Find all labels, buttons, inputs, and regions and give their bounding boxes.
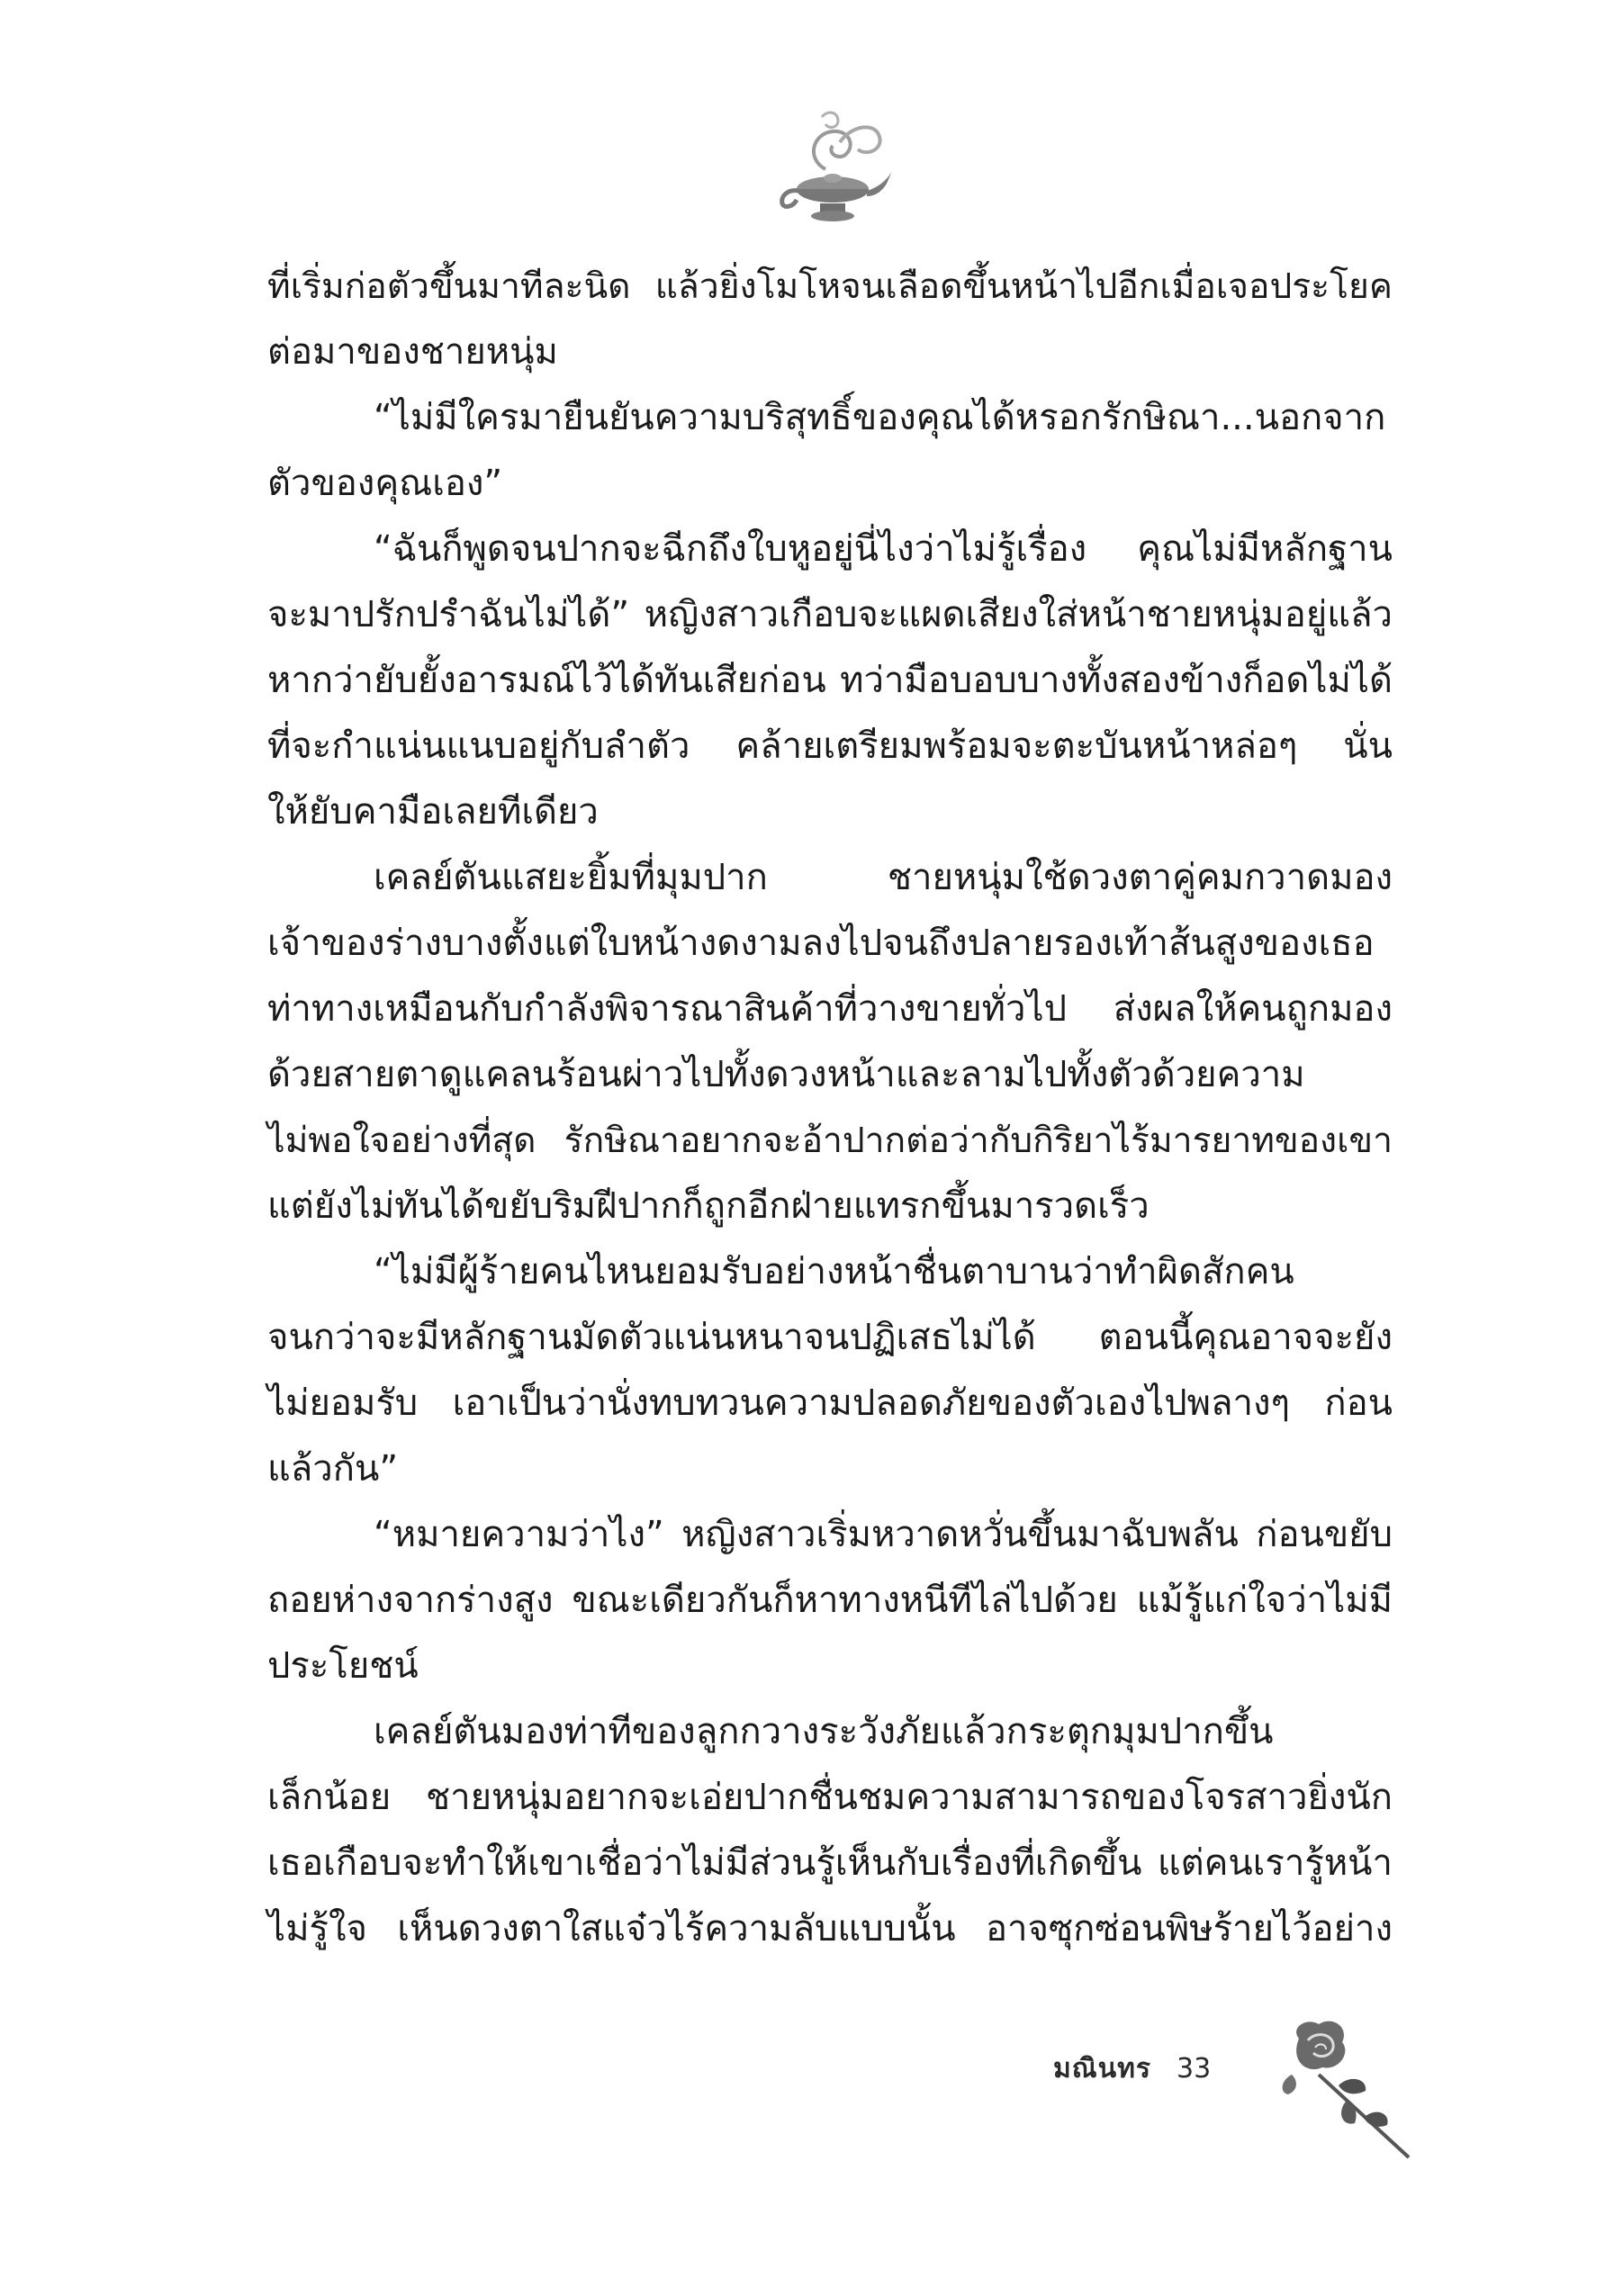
text-line: “หมายความว่าไง” หญิงสาวเริ่มหวาดหวั่นขึ้นมาฉับพลัน ก่อนขยับ <box>374 1514 1393 1555</box>
rose-icon <box>1256 2012 1418 2165</box>
text-line: เธอเกือบจะทำให้เขาเชื่อว่าไม่มีส่วนรู้เห็นกับเรื่องที่เกิดขึ้น แต่คนเรารู้หน้า <box>267 1842 1393 1884</box>
text-line: “ไม่มีผู้ร้ายคนไหนยอมรับอย่างหน้าชื่นตาบานว่าทำผิดสักคน <box>374 1251 1294 1292</box>
author-name: มณินทร <box>1053 2052 1152 2084</box>
text-line: ที่จะกำแน่นแนบอยู่กับลำตัว คล้ายเตรียมพร้อมจะตะบันหน้าหล่อๆ นั่น <box>267 725 1393 767</box>
text-line: ด้วยสายตาดูแคลนร้อนผ่าวไปทั้งดวงหน้าและลามไปทั้งตัวด้วยความ <box>267 1054 1305 1095</box>
text-line: ไม่ยอมรับ เอาเป็นว่านั่งทบทวนความปลอดภัยของตัวเองไปพลางๆ ก่อน <box>267 1382 1393 1424</box>
text-line: จนกว่าจะมีหลักฐานมัดตัวแน่นหนาจนปฏิเสธไม่ได้ ตอนนี้คุณอาจจะยัง <box>267 1317 1393 1358</box>
text-line: แล้วกัน” <box>267 1448 399 1490</box>
page-number: 33 <box>1177 2052 1212 2084</box>
text-line: “ไม่มีใครมายืนยันความบริสุทธิ์ของคุณได้หรอกรักษิณา...นอกจาก <box>374 397 1386 438</box>
text-line: จะมาปรักปรำฉันไม่ได้” หญิงสาวเกือบจะแผดเสียงใส่หน้าชายหนุ่มอยู่แล้ว <box>267 594 1393 635</box>
text-line: แต่ยังไม่ทันได้ขยับริมฝีปากก็ถูกอีกฝ่ายแทรกขึ้นมารวดเร็ว <box>267 1185 1150 1227</box>
text-line: ถอยห่างจากร่างสูง ขณะเดียวกันก็หาทางหนีทีไล่ไปด้วย แม้รู้แก่ใจว่าไม่มี <box>267 1580 1393 1621</box>
text-line: ท่าทางเหมือนกับกำลังพิจารณาสินค้าที่วางขายทั่วไป ส่งผลให้คนถูกมอง <box>267 988 1393 1030</box>
text-line: เคลย์ตันมองท่าทีของลูกกวางระวังภัยแล้วกระตุกมุมปากขึ้น <box>374 1711 1274 1752</box>
text-line: ประโยชน์ <box>267 1645 419 1687</box>
text-line: เล็กน้อย ชายหนุ่มอยากจะเอ่ยปากชื่นชมความสามารถของโจรสาวยิ่งนัก <box>267 1777 1393 1818</box>
story-text <box>267 254 1393 1962</box>
text-line: ไม่รู้ใจ เห็นดวงตาใสแจ๋วไร้ความลับแบบนั้น อาจซุกซ่อนพิษร้ายไว้อย่าง <box>267 1908 1393 1949</box>
text-line: เคลย์ตันแสยะยิ้มที่มุมปาก ชายหนุ่มใช้ดวงตาคู่คมกวาดมอง <box>374 857 1393 898</box>
text-line: ต่อมาของชายหนุ่ม <box>267 331 558 373</box>
text-line: ตัวของคุณเอง” <box>267 463 503 504</box>
text-line: ไม่พอใจอย่างที่สุด รักษิณาอยากจะอ้าปากต่อว่ากับกิริยาไร้มารยาทของเขา <box>267 1121 1393 1161</box>
text-line: ที่เริ่มก่อตัวขึ้นมาทีละนิด แล้วยิ่งโมโหจนเลือดขึ้นหน้าไปอีกเมื่อเจอประโยค <box>267 266 1393 307</box>
text-line: เจ้าของร่างบางตั้งแต่ใบหน้างดงามลงไปจนถึงปลายรองเท้าส้นสูงของเธอ <box>267 923 1375 964</box>
text-line: ให้ยับคามือเลยทีเดียว <box>267 791 599 833</box>
page-footer <box>1053 2041 1211 2095</box>
text-line: หากว่ายับยั้งอารมณ์ไว้ได้ทันเสียก่อน ทว่ามือบอบบางทั้งสองข้างก็อดไม่ได้ <box>267 660 1393 701</box>
text-line: “ฉันก็พูดจนปากจะฉีกถึงใบหูอยู่นี่ไงว่าไม่รู้เรื่อง คุณไม่มีหลักฐาน <box>374 528 1393 570</box>
genie-lamp-icon <box>770 106 896 241</box>
